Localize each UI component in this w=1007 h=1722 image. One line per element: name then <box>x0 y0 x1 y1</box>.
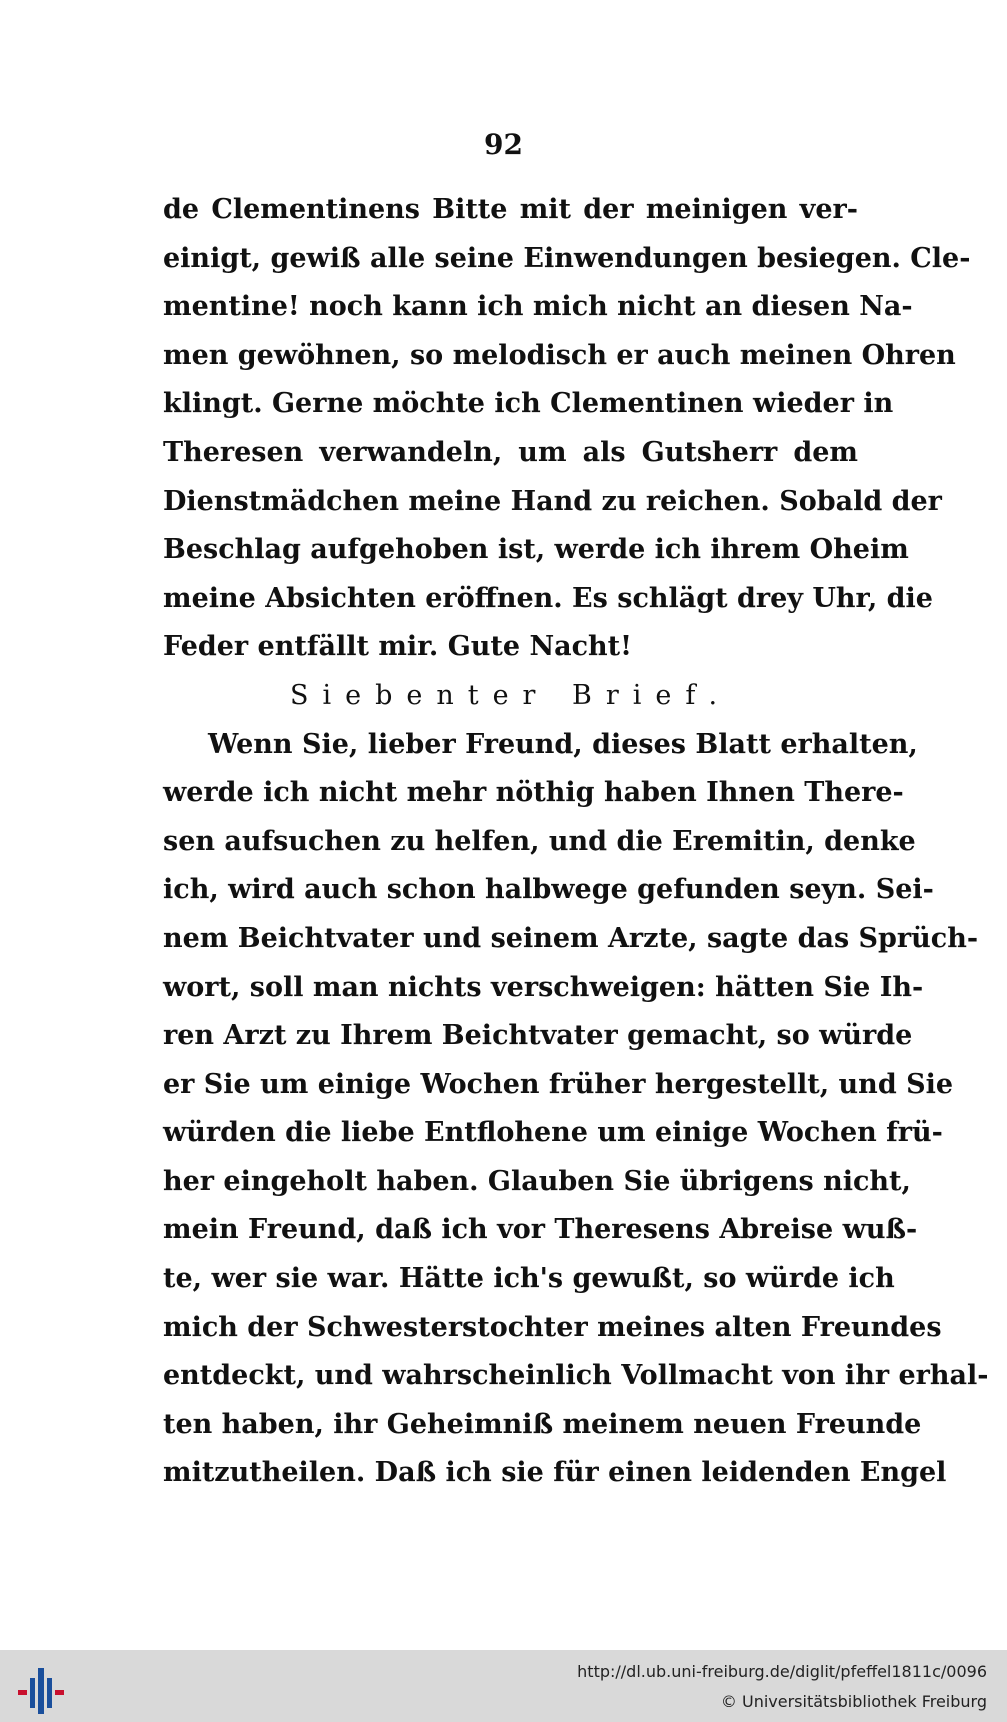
text-line: er Sie um einige Wochen früher hergestellt, und Sie <box>163 1068 954 1100</box>
source-url-link[interactable]: http://dl.ub.uni-freiburg.de/diglit/pfeffel1811c/0096 <box>577 1662 987 1681</box>
text-line: mitzutheilen. Daß ich sie für einen leidenden Engel <box>163 1457 947 1489</box>
footer-bar <box>0 1650 1007 1722</box>
logo-left-dash <box>18 1690 27 1695</box>
text-line: ich, wird auch schon halbwege gefunden seyn. Sei- <box>163 874 934 906</box>
text-line: Feder entfällt mir. Gute Nacht! <box>163 631 633 663</box>
logo-graphic <box>16 1666 66 1716</box>
text-line: würden die liebe Entflohene um einige Wochen frü- <box>163 1117 943 1149</box>
logo-left-bar <box>30 1678 35 1708</box>
text-line: Wenn Sie, lieber Freund, dieses Blatt erhalten, <box>208 728 918 760</box>
ub-freiburg-logo-icon[interactable] <box>16 1666 66 1716</box>
logo-center-bar <box>38 1668 44 1714</box>
text-line: klingt. Gerne möchte ich Clementinen wieder in <box>163 388 894 420</box>
text-line: ten haben, ihr Geheimniß meinem neuen Freunde <box>163 1408 922 1440</box>
text-line: mein Freund, daß ich vor Theresens Abreise wuß- <box>163 1214 918 1246</box>
logo-right-bar <box>47 1678 52 1708</box>
text-line: wort, soll man nichts verschweigen: hätten Sie Ih- <box>163 971 924 1003</box>
text-line: Theresen verwandeln, um als Gutsherr dem <box>163 436 858 468</box>
text-line: entdeckt, und wahrscheinlich Vollmacht von ihr erhal- <box>163 1360 989 1392</box>
text-line: sen aufsuchen zu helfen, und die Eremitin, denke <box>163 825 916 857</box>
page-number: 92 <box>484 128 523 161</box>
text-line: Dienstmädchen meine Hand zu reichen. Sobald der <box>163 485 942 517</box>
text-line: werde ich nicht mehr nöthig haben Ihnen There- <box>163 777 904 809</box>
text-line: mentine! noch kann ich mich nicht an diesen Na- <box>163 291 913 323</box>
copyright-text: © Universitätsbibliothek Freiburg <box>720 1692 987 1711</box>
text-line: mich der Schwesterstochter meines alten Freundes <box>163 1311 942 1343</box>
letter-heading: Siebenter Brief. <box>289 679 732 711</box>
text-line: nem Beichtvater und seinem Arzte, sagte das Sprüch- <box>163 922 979 954</box>
page-text <box>163 186 989 1498</box>
text-line: her eingeholt haben. Glauben Sie übrigens nicht, <box>163 1165 911 1197</box>
text-line: men gewöhnen, so melodisch er auch meinen Ohren <box>163 339 956 371</box>
text-line: meine Absichten eröffnen. Es schlägt drey Uhr, die <box>163 582 933 614</box>
text-line: de Clementinens Bitte mit der meinigen ver- <box>163 194 858 225</box>
text-line: einigt, gewiß alle seine Einwendungen besiegen. Cle- <box>163 242 971 274</box>
text-line: ren Arzt zu Ihrem Beichtvater gemacht, so würde <box>163 1020 913 1052</box>
text-line: te, wer sie war. Hätte ich's gewußt, so würde ich <box>163 1263 895 1295</box>
text-line: Beschlag aufgehoben ist, werde ich ihrem Oheim <box>163 534 909 566</box>
logo-right-dash <box>55 1690 64 1695</box>
